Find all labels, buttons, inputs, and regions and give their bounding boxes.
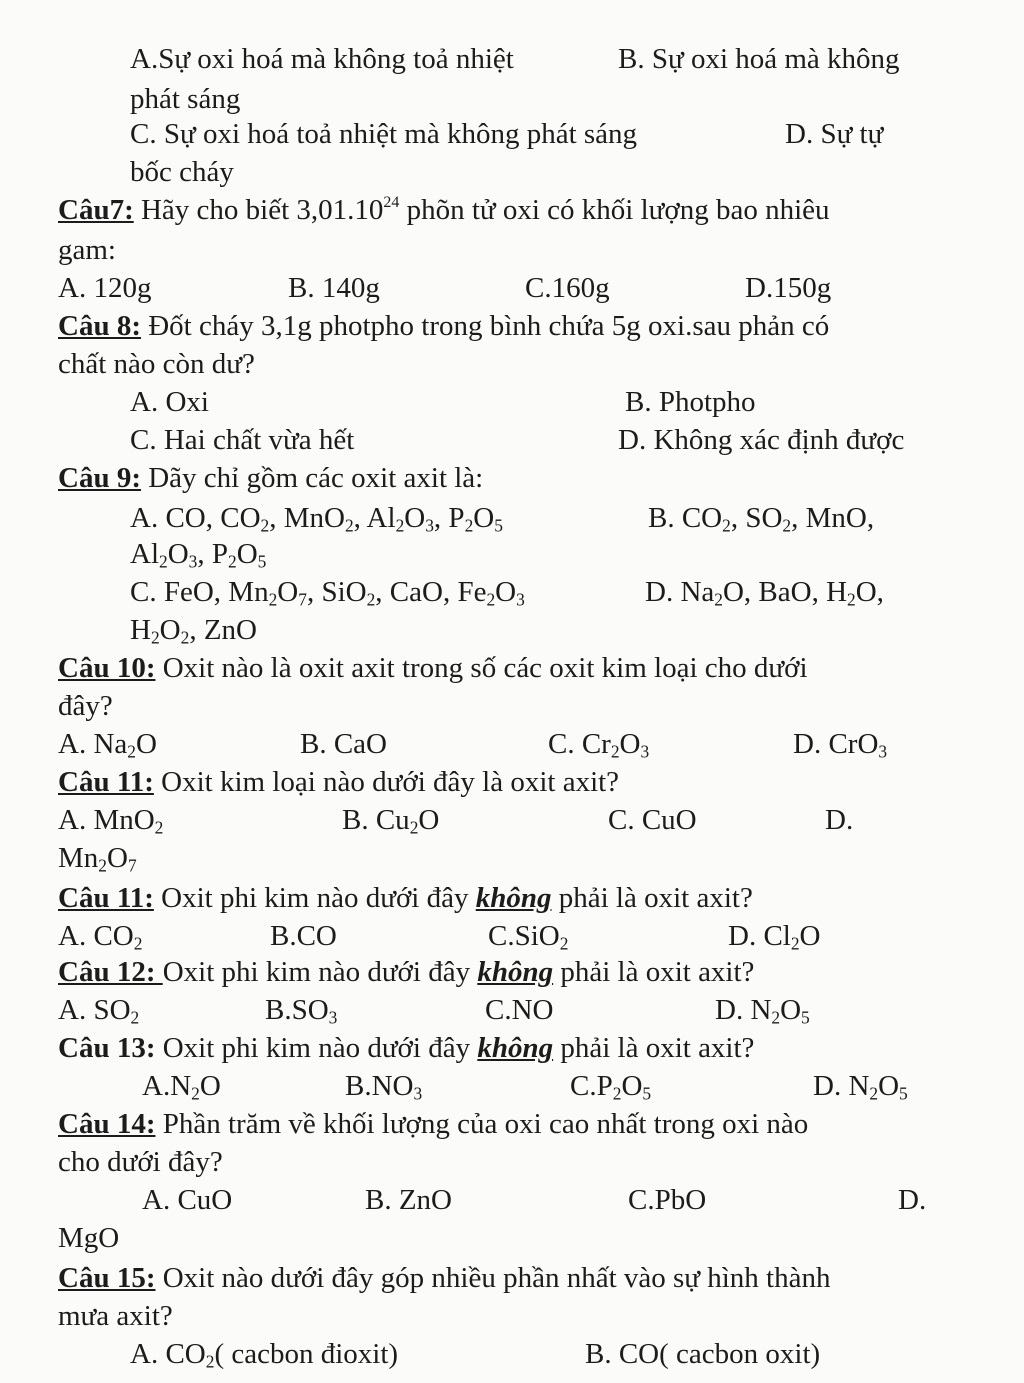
text-line: D. CrO$_3$ <box>793 728 888 762</box>
text-line: A. 120g <box>58 272 152 304</box>
text-line: Câu 8: Đốt cháy 3,1g photpho trong bình chứa 5g oxi.sau phản có <box>58 310 830 342</box>
text-line: B.CO <box>270 920 337 952</box>
text-line: A. $CO_2$( cacbon đioxit) <box>130 1338 399 1372</box>
text-line: C.160g <box>525 272 610 304</box>
text-line: B. $Cu_2O$ <box>342 804 440 838</box>
text-line: D. $N_2O_5$ <box>813 1070 908 1104</box>
text-line: MgO <box>58 1222 120 1254</box>
text-line: A. $Na_2O$ <box>58 728 157 762</box>
text-line: A. CuO <box>142 1184 233 1216</box>
text-line: C. FeO, $Mn_2O_7$, SiO$_2$, CaO, $Fe_2O_3$ <box>130 576 525 610</box>
text-line: C. $Cr_2O_3$ <box>548 728 650 762</box>
text-line: D. $Na_2O$, BaO, $H_2O$, <box>645 576 884 610</box>
text-line: D. <box>825 804 854 836</box>
text-line: $B.NO_3$ <box>345 1070 423 1104</box>
text-line: $C.P_2O_5$ <box>570 1070 652 1104</box>
text-line: Câu 11: Oxit phi kim nào dưới đây không phải là oxit axit? <box>58 882 753 914</box>
text-line: $Al_2O_3$, $P_2O_5$ <box>130 538 267 572</box>
text-line: $A.N_2O$ <box>142 1070 221 1104</box>
text-line: B. CaO <box>300 728 387 760</box>
text-line: D. Không xác định được <box>618 424 905 456</box>
text-line: D. Sự tự <box>785 118 884 150</box>
text-line: đây? <box>58 690 113 722</box>
text-line: A. $CO_2$ <box>58 920 143 954</box>
text-line: C.SiO$_2$ <box>488 920 569 954</box>
text-line: A. Oxi <box>130 386 209 418</box>
text-line: B. Photpho <box>625 386 756 418</box>
text-line: Câu 15: Oxit nào dưới đây góp nhiều phần nhất vào sự hình thành <box>58 1262 831 1294</box>
text-line: B. ZnO <box>365 1184 452 1216</box>
text-line: D. <box>898 1184 927 1216</box>
text-line: B. $CO_2$, $SO_2$, MnO, <box>648 502 875 536</box>
text-line: A. MnO$_2$ <box>58 804 164 838</box>
text-line: Câu7: Hãy cho biết 3,01.10$^{24}$ phõn tử oxi có khối lượng bao nhiêu <box>58 194 830 226</box>
text-line: B. 140g <box>288 272 380 304</box>
text-line: Câu 14: Phần trăm về khối lượng của oxi cao nhất trong oxi nào <box>58 1108 809 1140</box>
text-line: gam: <box>58 234 116 266</box>
text-line: B. CO( cacbon oxit) <box>585 1338 821 1370</box>
text-line: $H_2O_2$, ZnO <box>130 614 257 648</box>
text-line: mưa axit? <box>58 1300 173 1332</box>
text-line: C. Hai chất vừa hết <box>130 424 355 456</box>
text-line: Câu 9: Dãy chỉ gồm các oxit axit là: <box>58 462 484 494</box>
text-line: chất nào còn dư? <box>58 348 255 380</box>
text-line: D. $Cl_2O$ <box>728 920 821 954</box>
text-line: D. $N_2O_5$ <box>715 994 810 1028</box>
text-line: Câu 11: Oxit kim loại nào dưới đây là oxit axit? <box>58 766 620 798</box>
text-line: D.150g <box>745 272 832 304</box>
text-line: phát sáng <box>130 83 241 115</box>
text-line: A. CO, $CO_2$, MnO$_2$, $Al_2O_3$, $P_2O_5$ <box>130 502 503 536</box>
text-line: Câu 13: Oxit phi kim nào dưới đây không phải là oxit axit? <box>58 1032 755 1064</box>
text-line: A. $SO_2$ <box>58 994 140 1028</box>
text-line: cho dưới đây? <box>58 1146 223 1178</box>
text-line: C. CuO <box>608 804 697 836</box>
text-line: $Mn_2O_7$ <box>58 842 137 876</box>
text-line: Câu 12: Oxit phi kim nào dưới đây không phải là oxit axit? <box>58 956 755 988</box>
text-line: B. Sự oxi hoá mà không <box>618 43 900 75</box>
text-line: bốc cháy <box>130 156 234 188</box>
text-line: C. Sự oxi hoá toả nhiệt mà không phát sáng <box>130 118 638 150</box>
text-line: C.NO <box>485 994 554 1026</box>
text-line: Câu 10: Oxit nào là oxit axit trong số các oxit kim loại cho dưới <box>58 652 808 684</box>
text-line: C.PbO <box>628 1184 707 1216</box>
text-line: A.Sự oxi hoá mà không toả nhiệt <box>130 43 514 75</box>
text-line: $B.SO_3$ <box>265 994 338 1028</box>
